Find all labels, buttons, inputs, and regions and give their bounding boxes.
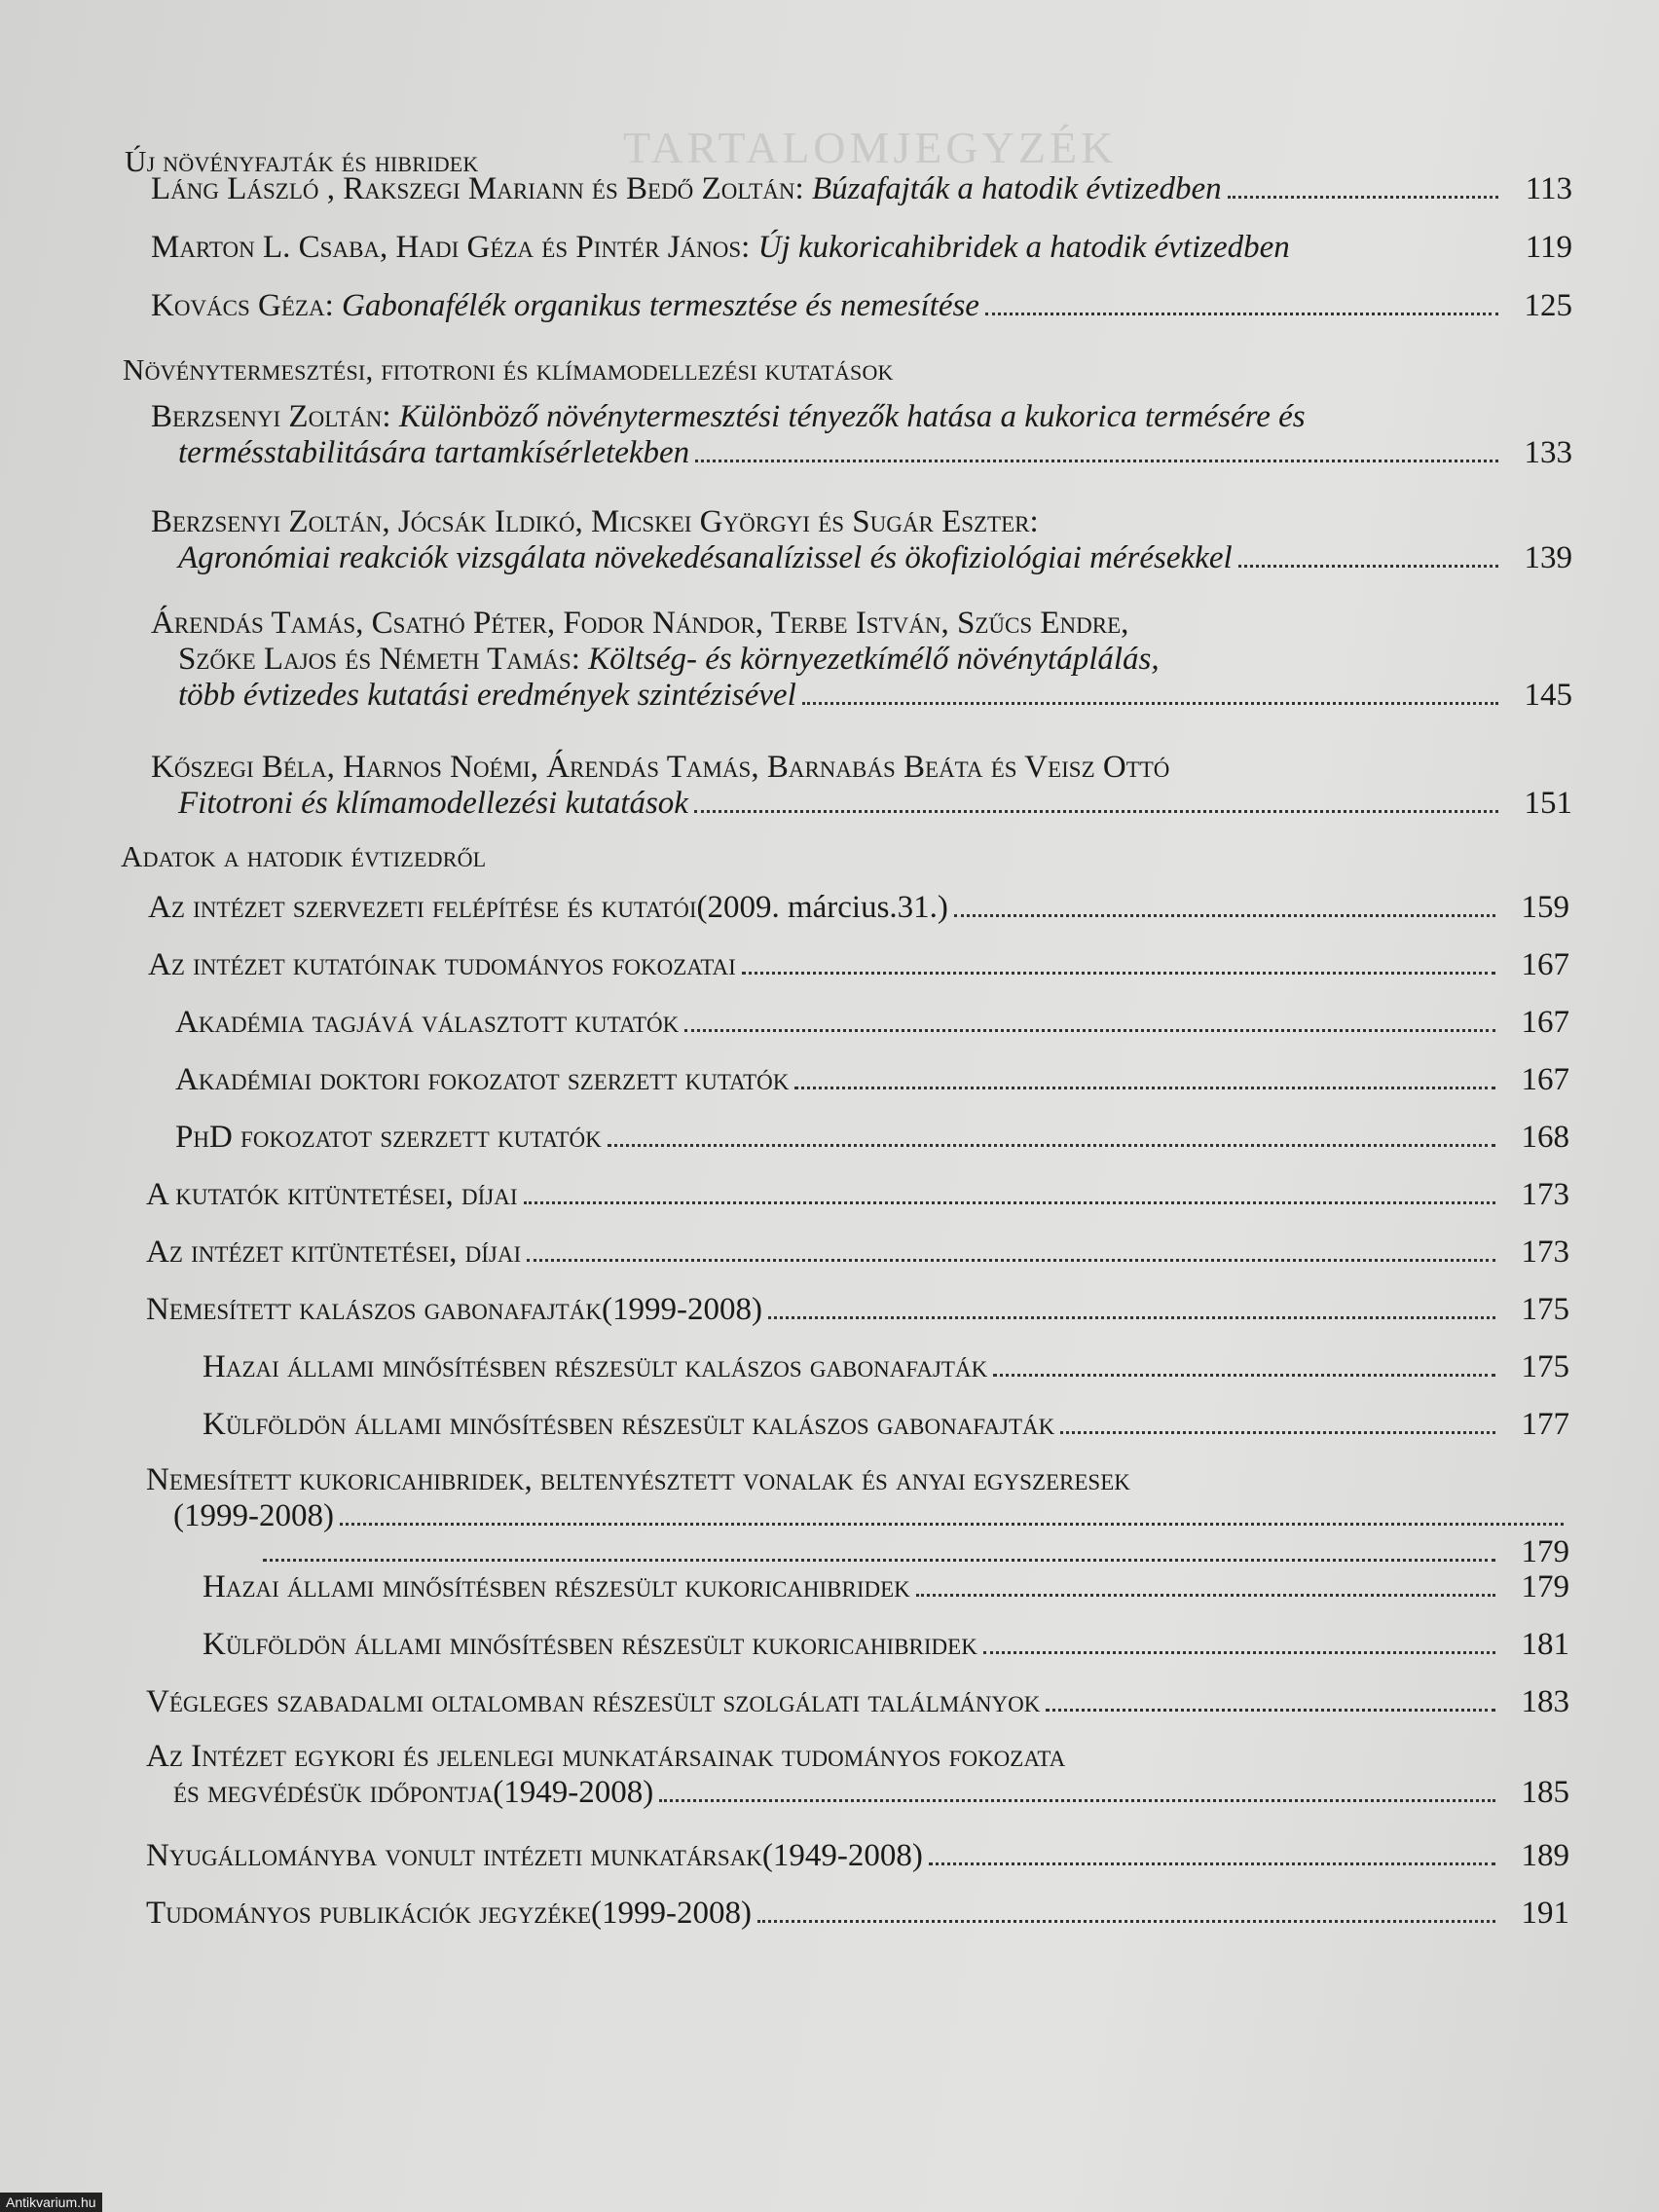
toc-entry[interactable]: Kőszegi Béla, Harnos Noémi, Árendás Tamás, Barnabás Beáta és Veisz Ottó Fitotroni és klímamodellezési kutatások 151	[151, 750, 1572, 821]
page-number: 173	[1521, 1235, 1569, 1270]
toc-entry[interactable]: Külföldön állami minősítésben részesült kalászos gabonafajták 177	[203, 1407, 1569, 1442]
page-number: 189	[1521, 1838, 1569, 1873]
toc-entry[interactable]: Marton L. Csaba, Hadi Géza és Pintér János: Új kukoricahibridek a hatodik évtizedben 119	[151, 230, 1572, 265]
toc-entry[interactable]: Az intézet kutatóinak tudományos fokozatai 167	[148, 947, 1569, 982]
section-heading: Új növényfajták és hibridek	[125, 144, 479, 178]
toc-entry[interactable]: Akadémia tagjává választott kutatók 167	[175, 1005, 1569, 1040]
toc-entry[interactable]: Az intézet kitüntetései, díjai 173	[146, 1235, 1569, 1270]
page-number: 183	[1521, 1684, 1569, 1719]
page-number: 167	[1521, 1005, 1569, 1040]
page-number: 145	[1524, 678, 1572, 713]
page-number: 191	[1521, 1896, 1569, 1931]
toc-entry[interactable]: Az intézet szervezeti felépítése és kutatói (2009. március.31.) 159	[148, 890, 1569, 925]
page-number: 185	[1521, 1775, 1569, 1810]
page-number: 159	[1521, 890, 1569, 925]
page-number: 179	[1521, 1569, 1569, 1604]
page-number: 167	[1521, 947, 1569, 982]
toc-entry[interactable]: A kutatók kitüntetései, díjai 173	[146, 1177, 1569, 1212]
toc-entry[interactable]: Kovács Géza: Gabonafélék organikus termesztése és nemesítése 125	[151, 288, 1572, 323]
toc-entry[interactable]: Hazai állami minősítésben részesült kalászos gabonafajták 175	[203, 1349, 1569, 1384]
toc-entry[interactable]: Végleges szabadalmi oltalomban részesült szolgálati találmányok 183	[146, 1684, 1569, 1719]
page-number: 151	[1524, 786, 1572, 821]
page-number: 175	[1521, 1349, 1569, 1384]
toc-entry[interactable]: Hazai állami minősítésben részesült kukoricahibridek 179	[203, 1569, 1569, 1604]
toc-entry[interactable]: Nyugállományba vonult intézeti munkatársak (1949-2008) 189	[146, 1838, 1569, 1873]
toc-entry[interactable]: Láng László , Rakszegi Mariann és Bedő Zoltán: Búzafajták a hatodik évtizedben 113	[151, 171, 1572, 206]
toc-entry[interactable]: Külföldön állami minősítésben részesült kukoricahibridek 181	[203, 1627, 1569, 1662]
page-number: 139	[1524, 540, 1572, 575]
watermark: Antikvarium.hu	[0, 2193, 102, 2212]
section-heading: Növénytermesztési, fitotroni és klímamodellezési kutatások	[123, 352, 894, 387]
page-number: 125	[1524, 288, 1572, 323]
toc-entry[interactable]: Berzsenyi Zoltán, Jócsák Ildikó, Micskei Györgyi és Sugár Eszter: Agronómiai reakciók vizsgálata növekedésanalízissel és ökofiziológiai mérésekkel 139	[151, 504, 1572, 575]
page-number: 177	[1521, 1407, 1569, 1442]
page-number: 175	[1521, 1292, 1569, 1327]
section-heading: Adatok a hatodik évtizedről	[121, 839, 487, 873]
toc-entry[interactable]: Akadémiai doktori fokozatot szerzett kutatók 167	[175, 1062, 1569, 1097]
toc-entry[interactable]: Árendás Tamás, Csathó Péter, Fodor Nándor, Terbe István, Szűcs Endre, Szőke Lajos és Németh Tamás: Költség- és környezetkímélő növénytáplálás, több évtizedes kutatási eredmények szintézisével 145	[151, 606, 1572, 713]
page-number: 167	[1521, 1062, 1569, 1097]
page-number: 168	[1521, 1120, 1569, 1155]
bleed-through-heading: TARTALOMJEGYZÉK	[623, 123, 1118, 172]
page-number: 133	[1524, 435, 1572, 470]
page-number: 113	[1525, 171, 1572, 206]
toc-entry[interactable]: PhD fokozatot szerzett kutatók 168	[175, 1120, 1569, 1155]
page-number: 173	[1521, 1177, 1569, 1212]
page-number: 181	[1521, 1627, 1569, 1662]
page-number: 179	[1521, 1534, 1569, 1569]
toc-entry[interactable]: Nemesített kalászos gabonafajták (1999-2008) 175	[146, 1292, 1569, 1327]
toc-entry[interactable]: Nemesített kukoricahibridek, beltenyésztett vonalak és anyai egyszeresek (1999-2008) 179	[146, 1462, 1569, 1569]
toc-entry[interactable]: Tudományos publikációk jegyzéke (1999-2008) 191	[146, 1896, 1569, 1931]
page-number: 119	[1525, 230, 1572, 265]
toc-entry[interactable]: Az Intézet egykori és jelenlegi munkatársainak tudományos fokozata és megvédésük időpontja (1949-2008) 185	[146, 1739, 1569, 1810]
toc-entry[interactable]: Berzsenyi Zoltán: Különböző növénytermesztési tényezők hatása a kukorica termésére és termésstabilitására tartamkísérletekben 133	[151, 399, 1572, 470]
